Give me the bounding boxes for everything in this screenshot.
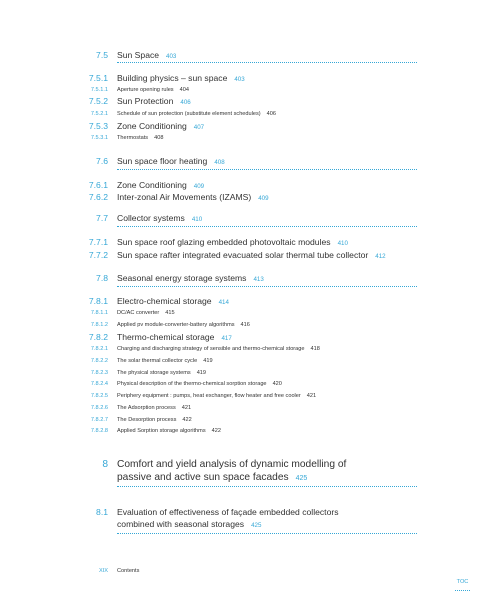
separator <box>117 62 417 63</box>
toc-entry-title: The Desorption process <box>117 417 177 423</box>
toc-entry-page-number: 403 <box>166 53 177 60</box>
toc-entry-page-number: 408 <box>154 135 164 141</box>
toc-entry-title: Sun space roof glazing embedded photovoltaic modules <box>117 237 331 247</box>
toc-entry-title: Aperture opening rules <box>117 87 174 93</box>
section-title-line-1: Evaluation of effectiveness of façade embedded collectors <box>117 507 339 517</box>
toc-entry-number: 7.8.2.8 <box>90 428 108 434</box>
chapter-title-line-2: passive and active sun space facades <box>117 472 289 483</box>
toc-entry-number: 7.6.1 <box>88 180 108 190</box>
toc-entry-title: Building physics – sun space <box>117 73 228 83</box>
toc-entry-page-number: 403 <box>234 76 245 83</box>
toc-entry-number: 7.7.2 <box>88 250 108 260</box>
toc-entry-page-number: 406 <box>180 99 191 106</box>
footer-label: Contents <box>117 568 140 574</box>
toc-entry-number: 7.5.3 <box>88 121 108 131</box>
toc-entry-title: Sun Protection <box>117 96 174 106</box>
toc-entry-page-number: 421 <box>306 393 317 399</box>
toc-entry-page-number: 404 <box>179 87 189 93</box>
toc-entry-title: Thermostats <box>117 135 149 141</box>
toc-entry-number: 7.6.2 <box>88 192 108 202</box>
toc-entry-number: 7.8.2.3 <box>90 370 108 376</box>
toc-entry-page-number: 408 <box>214 159 225 166</box>
toc-entry-title: Zone Conditioning <box>117 180 187 190</box>
toc-entry-page-number: 416 <box>240 322 250 328</box>
toc-entry-number: 7.8.2.6 <box>90 405 108 411</box>
toc-entry-title: The physical storage systems <box>117 370 191 376</box>
toc-entry-number: 7.8.2.1 <box>90 346 108 352</box>
toc-entry-title: Seasonal energy storage systems <box>117 273 247 283</box>
toc-entry-page-number: 419 <box>196 370 207 376</box>
toc-entry-number: 7.7 <box>96 213 108 223</box>
toc-entry-number: 7.8.2.4 <box>90 381 108 387</box>
toc-entry-number: 7.6 <box>96 156 108 166</box>
toc-entry-page-number: 414 <box>218 299 229 306</box>
toc-entry-number: 7.5.1.1 <box>90 87 108 93</box>
toc-entry-number: 7.7.1 <box>88 237 108 247</box>
toc-entry-title: Schedule of sun protection (substitute element schedules) <box>117 111 261 117</box>
toc-entry-page-number: 420 <box>272 381 282 387</box>
toc-entry-page-number: 422 <box>182 417 192 423</box>
toc-entry-title: Inter-zonal Air Movements (IZAMS) <box>117 192 252 202</box>
toc-entry-page-number: 409 <box>258 195 269 202</box>
chapter-title-line-1: Comfort and yield analysis of dynamic modelling of <box>117 459 347 470</box>
toc-entry-page-number: 422 <box>211 428 221 434</box>
toc-entry-title: DC/AC converter <box>117 310 160 316</box>
toc-entry-page-number: 421 <box>181 405 192 411</box>
toc-entry-title: Periphery equipment : pumps, heat exchanger, flow heater and free cooler <box>117 393 301 399</box>
toc-entry-number: 7.8.1.1 <box>90 310 108 316</box>
toc-entry-title: Sun space rafter integrated evacuated solar thermal tube collector <box>117 250 369 260</box>
toc-button[interactable]: TOC <box>455 578 470 591</box>
toc-entry-page-number: 412 <box>375 253 386 260</box>
toc-entry-number: 7.8.1 <box>88 296 108 306</box>
toc-entry-number: 7.5.2.1 <box>90 111 108 117</box>
toc-entry-title: Applied pv module-converter-battery algorithms <box>117 322 235 328</box>
toc-entry-number: 7.5.3.1 <box>90 135 108 141</box>
toc-entry-page-number: 419 <box>203 358 213 364</box>
toc-entry-title: Thermo-chemical storage <box>117 332 215 342</box>
toc-entry-page-number: 410 <box>337 240 348 247</box>
toc-entry-title: The Adsorption process <box>117 405 176 411</box>
toc-entry-page-number: 409 <box>193 183 205 190</box>
toc-entry-title: Sun space floor heating <box>117 156 208 166</box>
toc-entry-page-number: 406 <box>266 111 277 117</box>
toc-entry-number: 7.8 <box>96 273 108 283</box>
separator <box>117 226 417 227</box>
separator <box>117 486 417 487</box>
toc-entry-number: 7.8.2.5 <box>90 393 108 399</box>
toc-entry-title: Electro-chemical storage <box>117 296 212 306</box>
toc-entry-number: 7.5.2 <box>88 96 108 106</box>
separator <box>117 286 417 287</box>
toc-entry-page-number: 413 <box>253 276 264 283</box>
toc-entry-page-number: 417 <box>221 335 232 342</box>
toc-entry-number: 7.5 <box>96 50 108 60</box>
toc-entry-page-number: 418 <box>310 346 320 352</box>
section-title-line-2: combined with seasonal storages <box>117 519 245 529</box>
section-number: 8.1 <box>96 507 108 517</box>
separator <box>117 169 417 170</box>
toc-entry-title: Charging and discharging strategy of sensible and thermo-chemical storage <box>117 346 305 352</box>
toc-entry-number: 7.8.1.2 <box>90 322 108 328</box>
toc-entry-page-number: 407 <box>193 124 205 131</box>
toc-entry-number: 7.8.2.7 <box>90 417 108 423</box>
toc-entry-title: Physical description of the thermo-chemical sorption storage <box>117 381 267 387</box>
toc-entry-title: Zone Conditioning <box>117 121 187 131</box>
toc-entry-number: 7.8.2.2 <box>90 358 108 364</box>
toc-entry-number: 7.5.1 <box>88 73 108 83</box>
toc-entry-title: Applied Sorption storage algorithms <box>117 428 206 434</box>
toc-entry-title: The solar thermal collector cycle <box>117 358 198 364</box>
chapter-page-number: 425 <box>295 475 308 482</box>
separator <box>117 533 417 534</box>
toc-entry-number: 7.8.2 <box>88 332 108 342</box>
chapter-number: 8 <box>102 459 108 470</box>
footer-page-number: XIX <box>98 568 108 574</box>
toc-entry-title: Collector systems <box>117 213 185 223</box>
toc-entry-page-number: 415 <box>165 310 175 316</box>
toc-entry-title: Sun Space <box>117 50 160 60</box>
toc-entry-page-number: 410 <box>191 216 203 223</box>
section-page-number: 425 <box>251 522 262 529</box>
